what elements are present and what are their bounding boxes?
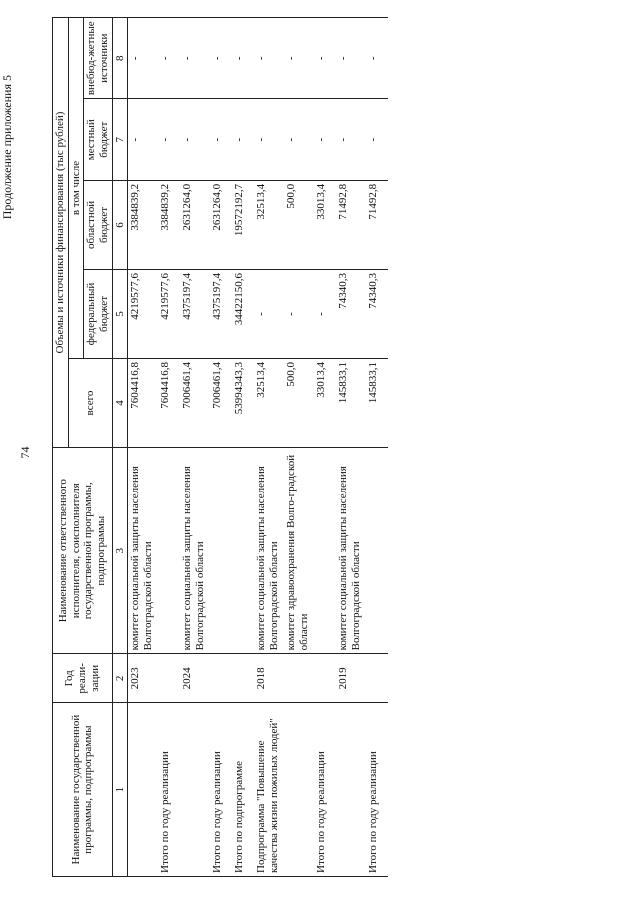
year-cell: 2024 (180, 654, 210, 703)
program-name: Итого по году реализации (366, 703, 388, 877)
table-row (366, 18, 388, 877)
executor-cell: комитет социальной защиты населения Волгоградской области (336, 448, 366, 654)
year-cell (232, 654, 254, 703)
executor-cell (366, 448, 388, 654)
regional-cell: 3384839,2 (128, 180, 159, 269)
header-program-name: Наименование государственной программы, подпрограммы (53, 703, 113, 877)
appendix-continuation-title: Продолжение приложения 5 (0, 75, 14, 220)
table-row (314, 18, 336, 877)
program-name (180, 703, 210, 877)
regional-cell: 2631264,0 (210, 180, 232, 269)
regional-cell: 71492,8 (366, 180, 388, 269)
header-regional: областной бюджет (84, 180, 112, 269)
regional-cell: 2631264,0 (180, 180, 210, 269)
local-cell: - (158, 99, 180, 180)
executor-cell: комитет социальной защиты населения Волгоградской области (180, 448, 210, 654)
executor-cell: комитет социальной защиты населения Волгоградской области (254, 448, 284, 654)
federal-cell: 4219577,6 (158, 269, 180, 358)
total-cell: 53994343,3 (232, 359, 254, 448)
col-number: 4 (112, 359, 128, 448)
federal-cell: 4219577,6 (128, 269, 159, 358)
federal-cell: 74340,3 (366, 269, 388, 358)
header-local: местный бюджет (84, 99, 112, 180)
program-name (128, 703, 159, 877)
table-row (180, 18, 210, 877)
executor-cell: комитет здравоохранения Волго-градской области (284, 448, 314, 654)
year-cell: 2023 (128, 654, 159, 703)
local-cell: - (314, 99, 336, 180)
header-year: Год реали-зации (53, 654, 113, 703)
offbudget-cell: - (336, 18, 366, 99)
total-cell: 7604416,8 (158, 359, 180, 448)
col-number: 7 (112, 99, 128, 180)
regional-cell: 3384839,2 (158, 180, 180, 269)
financing-table (52, 17, 388, 877)
header-total: всего (68, 359, 112, 448)
executor-cell: комитет социальной защиты населения Волгоградской области (128, 448, 159, 654)
program-name (336, 703, 366, 877)
executor-cell (158, 448, 180, 654)
local-cell: - (128, 99, 159, 180)
local-cell: - (210, 99, 232, 180)
regional-cell: 33013,4 (314, 180, 336, 269)
total-cell: 7006461,4 (180, 359, 210, 448)
col-number: 2 (112, 654, 128, 703)
local-cell: - (284, 99, 314, 180)
header-funding-group: Объемы и источники финансирования (тыс рублей) (53, 18, 69, 448)
total-cell: 33013,4 (314, 359, 336, 448)
offbudget-cell: - (232, 18, 254, 99)
program-name: Подпрограмма "Повышение качества жизни пожилых людей" (254, 703, 284, 877)
header-federal: федеральный бюджет (84, 269, 112, 358)
total-cell: 32513,4 (254, 359, 284, 448)
col-number: 8 (112, 18, 128, 99)
regional-cell: 19572192,7 (232, 180, 254, 269)
year-cell (210, 654, 232, 703)
table-row (210, 18, 232, 877)
header-offbudget: внебюд-жетные источники (84, 18, 112, 99)
federal-cell: - (314, 269, 336, 358)
offbudget-cell: - (284, 18, 314, 99)
header-including: в том числе (68, 18, 84, 359)
executor-cell (314, 448, 336, 654)
total-cell: 7006461,4 (210, 359, 232, 448)
federal-cell: 34422150,6 (232, 269, 254, 358)
page-number: 74 (18, 446, 32, 459)
col-number: 1 (112, 703, 128, 877)
program-name: Итого по году реализации (210, 703, 232, 877)
table-row (232, 18, 254, 877)
header-executor: Наименование ответственного исполнителя, соисполнителя государственной программы, подпрограммы (53, 448, 113, 654)
year-cell (366, 654, 388, 703)
total-cell: 145833,1 (336, 359, 366, 448)
total-cell: 145833,1 (366, 359, 388, 448)
offbudget-cell: - (210, 18, 232, 99)
federal-cell: 4375197,4 (180, 269, 210, 358)
offbudget-cell: - (180, 18, 210, 99)
local-cell: - (254, 99, 284, 180)
regional-cell: 500,0 (284, 180, 314, 269)
local-cell: - (180, 99, 210, 180)
local-cell: - (366, 99, 388, 180)
year-cell (158, 654, 180, 703)
program-name: Итого по году реализации (158, 703, 180, 877)
col-number: 5 (112, 269, 128, 358)
total-cell: 7604416,8 (128, 359, 159, 448)
offbudget-cell: - (128, 18, 159, 99)
year-cell: 2019 (336, 654, 366, 703)
year-cell (314, 654, 336, 703)
offbudget-cell: - (366, 18, 388, 99)
total-cell: 500,0 (284, 359, 314, 448)
table-row (284, 18, 314, 877)
table-row (158, 18, 180, 877)
year-cell (284, 654, 314, 703)
offbudget-cell: - (314, 18, 336, 99)
offbudget-cell: - (254, 18, 284, 99)
local-cell: - (336, 99, 366, 180)
executor-cell (210, 448, 232, 654)
federal-cell: - (254, 269, 284, 358)
offbudget-cell: - (158, 18, 180, 99)
program-name: Итого по году реализации (314, 703, 336, 877)
year-cell: 2018 (254, 654, 284, 703)
col-number: 6 (112, 180, 128, 269)
table-row (254, 18, 284, 877)
federal-cell: - (284, 269, 314, 358)
local-cell: - (232, 99, 254, 180)
regional-cell: 32513,4 (254, 180, 284, 269)
regional-cell: 71492,8 (336, 180, 366, 269)
executor-cell (232, 448, 254, 654)
federal-cell: 74340,3 (336, 269, 366, 358)
federal-cell: 4375197,4 (210, 269, 232, 358)
column-number-row (112, 18, 128, 877)
col-number: 3 (112, 448, 128, 654)
program-name: Итого по подпрограмме (232, 703, 254, 877)
table-row (336, 18, 366, 877)
program-name (284, 703, 314, 877)
table-row (128, 18, 159, 877)
